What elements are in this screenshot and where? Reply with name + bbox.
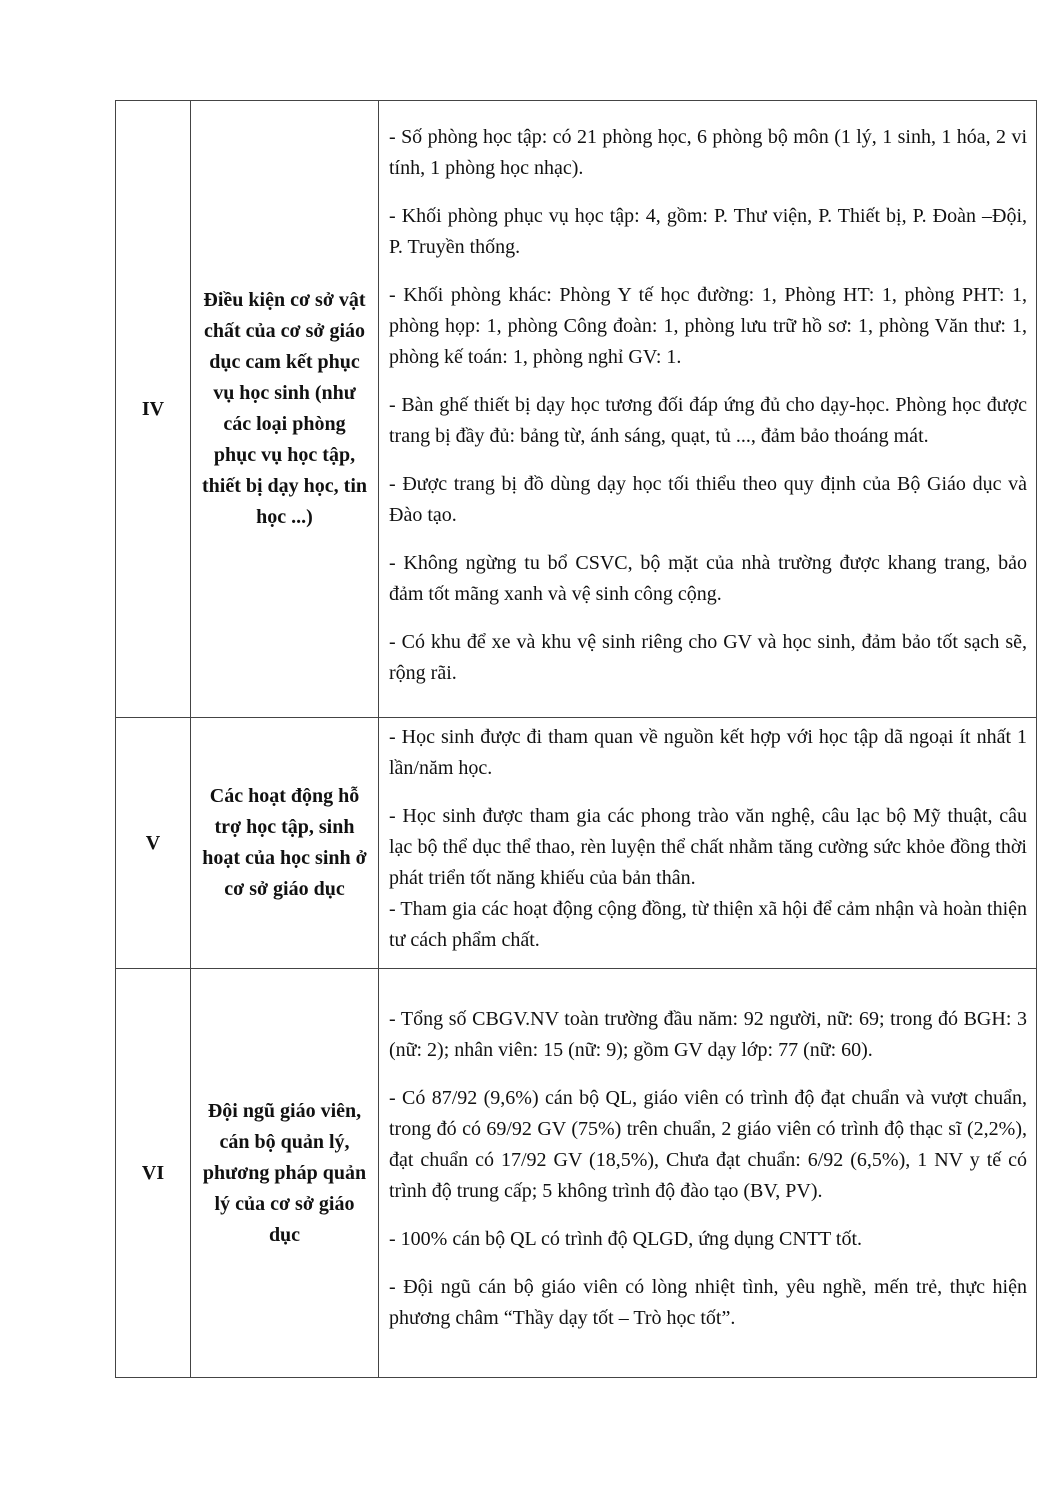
- content-item: - Có khu để xe và khu vệ sinh riêng cho GV và học sinh, đảm bảo tốt sạch sẽ, rộng rãi.: [389, 630, 1027, 684]
- content-item: - Đội ngũ cán bộ giáo viên có lòng nhiệt tình, yêu nghề, mến trẻ, thực hiện phương châm “Thầy dạy tốt – Trò học tốt”.: [389, 1276, 1027, 1329]
- table-row-iv: [116, 101, 1037, 718]
- content-item: - Có 87/92 (9,6%) cán bộ QL, giáo viên có trình độ đạt chuẩn và vượt chuẩn, trong đó có 69/92 GV (75%) trên chuẩn, 2 giáo viên có trình độ thạc sĩ (2,2%), đạt chuẩn có 17/92 GV (18,5%), Chưa đạt chuẩn: 6/92 (6,5%), 1 NV y tế có trình độ trung cấp; 5 không trình độ đào tạo (BV, PV).: [389, 1087, 1027, 1202]
- table-row-v: [116, 718, 1037, 969]
- content-item: - Được trang bị đồ dùng dạy học tối thiểu theo quy định của Bộ Giáo dục và Đào tạo.: [389, 472, 1027, 526]
- content-item: - Tham gia các hoạt động cộng đồng, từ thiện xã hội để cảm nhận và hoàn thiện tư cách phẩm chất.: [389, 898, 1027, 951]
- row-number: IV: [116, 101, 191, 718]
- row-content: [379, 101, 1037, 718]
- content-item: - Học sinh được tham gia các phong trào văn nghệ, câu lạc bộ Mỹ thuật, câu lạc bộ thể dục thể thao, rèn luyện thể chất nhằm tăng cường sức khỏe đồng thời phát triển tốt năng khiếu của bản thân.: [389, 805, 1027, 889]
- content-item: - 100% cán bộ QL có trình độ QLGD, ứng dụng CNTT tốt.: [389, 1228, 862, 1250]
- content-item: - Học sinh được đi tham quan về nguồn kết hợp với học tập dã ngoại ít nhất 1 lần/năm học.: [389, 726, 1027, 779]
- row-number: VI: [116, 969, 191, 1378]
- row-title: Đội ngũ giáo viên, cán bộ quản lý, phương pháp quản lý của cơ sở giáo dục: [191, 969, 379, 1378]
- row-number: V: [116, 718, 191, 969]
- row-title: Điều kiện cơ sở vật chất của cơ sở giáo dục cam kết phục vụ học sinh (như các loại phòng phục vụ học tập, thiết bị dạy học, tin học ...): [191, 101, 379, 718]
- info-table: [115, 100, 1037, 1378]
- content-item: - Bàn ghế thiết bị dạy học tương đối đáp ứng đủ cho dạy-học. Phòng học được trang bị đầy đủ: bảng từ, ánh sáng, quạt, tủ ..., đảm bảo thoáng mát.: [389, 393, 1027, 447]
- row-content: [379, 969, 1037, 1378]
- row-content: [379, 718, 1037, 969]
- content-item: - Khối phòng khác: Phòng Y tế học đường: 1, Phòng HT: 1, phòng PHT: 1, phòng họp: 1, phòng Công đoàn: 1, phòng lưu trữ hồ sơ: 1, phòng Văn thư: 1, phòng kế toán: 1, phòng nghỉ GV: 1.: [389, 283, 1027, 368]
- content-item: - Không ngừng tu bổ CSVC, bộ mặt của nhà trường được khang trang, bảo đảm tốt mãng xanh và vệ sinh công cộng.: [389, 551, 1027, 605]
- content-item: - Tổng số CBGV.NV toàn trường đầu năm: 92 người, nữ: 69; trong đó BGH: 3 (nữ: 2); nhân viên: 15 (nữ: 9); gồm GV dạy lớp: 77 (nữ: 60).: [389, 1008, 1027, 1061]
- content-item: - Khối phòng phục vụ học tập: 4, gồm: P. Thư viện, P. Thiết bị, P. Đoàn –Đội, P. Truyền thống.: [389, 204, 1027, 258]
- content-item: - Số phòng học tập: có 21 phòng học, 6 phòng bộ môn (1 lý, 1 sinh, 1 hóa, 2 vi tính, 1 phòng học nhạc).: [389, 125, 1027, 179]
- row-title: Các hoạt động hỗ trợ học tập, sinh hoạt của học sinh ở cơ sở giáo dục: [191, 718, 379, 969]
- table-row-vi: [116, 969, 1037, 1378]
